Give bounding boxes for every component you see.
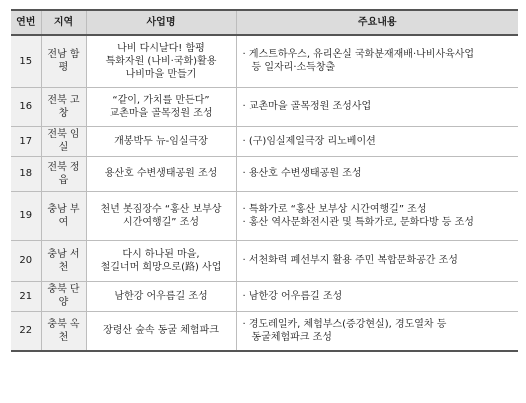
cell-content [236, 87, 518, 126]
header-no: 연번 [11, 10, 41, 35]
content-line: 등 일자리·소득창출 [251, 62, 336, 74]
cell-content [236, 191, 518, 240]
project-name-line: “같이, 가치를 만든다” [112, 94, 210, 106]
table-body [11, 35, 518, 351]
table-row [11, 281, 518, 311]
cell-content [236, 281, 518, 311]
content-line: · 특화가로 “홍산 보부상 시간여행길” 조성 [242, 203, 427, 215]
cell-project [86, 191, 236, 240]
cell-no: 18 [11, 156, 41, 191]
cell-no: 21 [11, 281, 41, 311]
cell-project [86, 87, 236, 126]
header-region: 지역 [41, 10, 86, 35]
cell-region: 충북 단양 [41, 281, 86, 311]
project-name-line: 다시 하나된 마을, [122, 248, 200, 260]
cell-region: 충남 부여 [41, 191, 86, 240]
content-line: · 홍산 역사문화전시관 및 특화가로, 문화다방 등 조성 [242, 216, 474, 228]
cell-project [86, 35, 236, 87]
project-name-line: 천년 봇짐장수 “홍산 보부상 [100, 203, 222, 215]
project-name-line: 남한강 어우름길 조성 [114, 290, 208, 302]
table-row [11, 35, 518, 87]
cell-no: 17 [11, 126, 41, 156]
cell-content [236, 240, 518, 281]
project-name-line: 철길너머 희망으로(路) 사업 [100, 261, 222, 273]
project-table [11, 9, 518, 352]
cell-no: 15 [11, 35, 41, 87]
table-row [11, 126, 518, 156]
cell-content [236, 35, 518, 87]
project-name-line: 나비 다시날다! 함평 [117, 42, 205, 54]
project-name-line: 용산호 수변생태공원 조성 [104, 168, 218, 179]
content-line: · 서천화력 폐선부지 활용 주민 복합문화공간 조성 [242, 255, 458, 266]
content-line: · 경도레일카, 체험부스(증강현실), 경도열차 등 [242, 318, 447, 330]
project-name-line: 시간여행길” 조성 [123, 216, 199, 228]
cell-content [236, 126, 518, 156]
table-row [11, 240, 518, 281]
table-row [11, 311, 518, 351]
project-name-line: 특화자원 (나비·국화)활용 [105, 55, 217, 67]
cell-region: 전북 임실 [41, 126, 86, 156]
cell-project [86, 281, 236, 311]
content-line: · 교촌마을 골목정원 조성사업 [242, 101, 372, 112]
cell-region: 전남 함평 [41, 35, 86, 87]
content-line: · 게스트하우스, 유리온실 국화분재재배·나비사육사업 [242, 49, 475, 61]
project-name-line: 장령산 숲속 동굴 체험파크 [103, 325, 219, 337]
content-line: 동굴체험파크 조성 [251, 331, 332, 343]
project-name-line: 나비마을 만들기 [125, 68, 197, 80]
project-name-line: 개봉박두 뉴-임실극장 [114, 135, 208, 147]
content-line: · 용산호 수변생태공원 조성 [242, 168, 362, 179]
table-row [11, 156, 518, 191]
cell-project [86, 126, 236, 156]
cell-region: 충북 옥천 [41, 311, 86, 351]
cell-content [236, 311, 518, 351]
cell-no: 16 [11, 87, 41, 126]
table-row [11, 191, 518, 240]
cell-region: 충남 서천 [41, 240, 86, 281]
cell-region: 전북 고창 [41, 87, 86, 126]
cell-project [86, 240, 236, 281]
table-header-row [11, 10, 518, 35]
cell-no: 19 [11, 191, 41, 240]
cell-project [86, 311, 236, 351]
cell-no: 20 [11, 240, 41, 281]
content-line: · (구)임실제일극장 리노베이션 [242, 135, 376, 147]
cell-content [236, 156, 518, 191]
cell-region: 전북 정읍 [41, 156, 86, 191]
cell-project [86, 156, 236, 191]
header-project: 사업명 [86, 10, 236, 35]
project-name-line: 교촌마을 골목정원 조성 [109, 107, 213, 119]
header-content: 주요내용 [236, 10, 518, 35]
cell-no: 22 [11, 311, 41, 351]
table-row [11, 87, 518, 126]
content-line: · 남한강 어우름길 조성 [242, 290, 343, 302]
